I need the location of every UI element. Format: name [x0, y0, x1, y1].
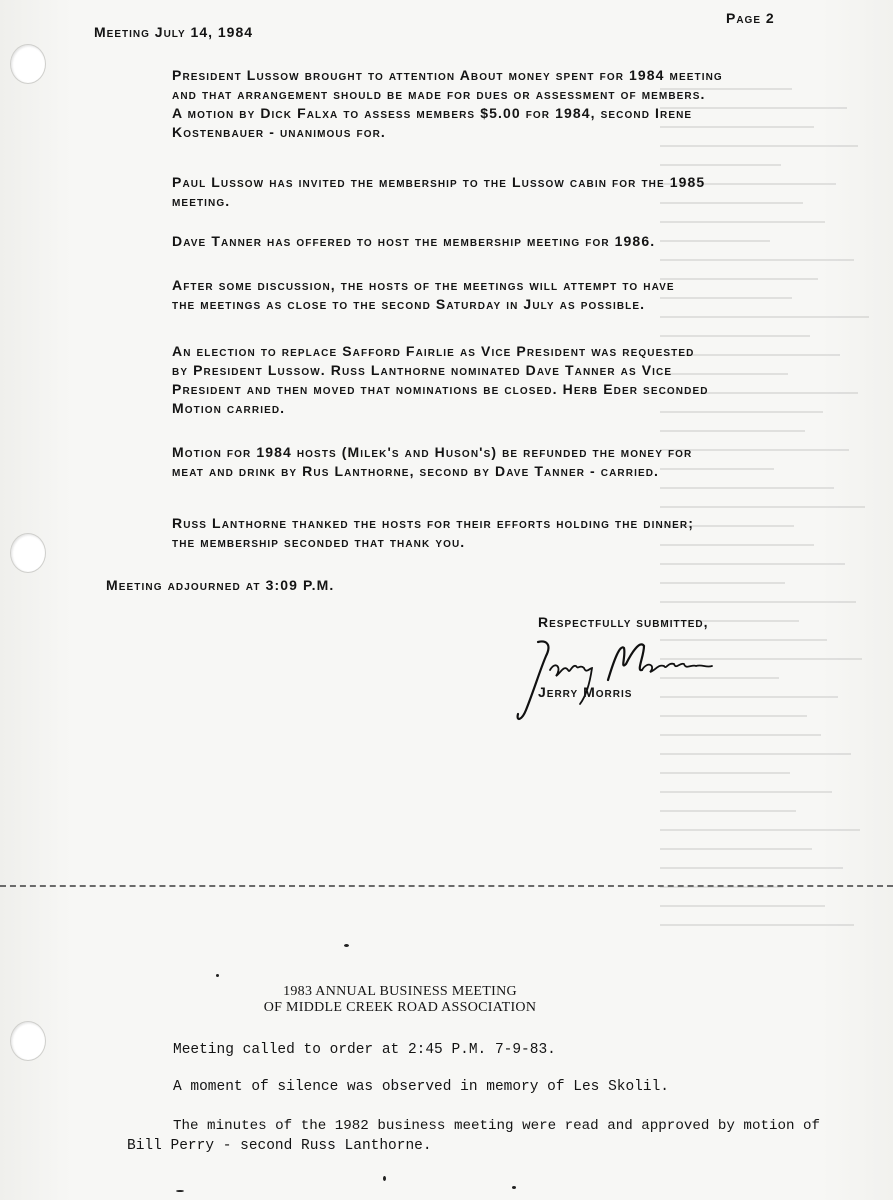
punch-hole-bottom	[10, 1021, 46, 1061]
text-line: President Lussow brought to attention About money spent for 1984 meeting	[172, 67, 723, 83]
text-line: Russ Lanthorne thanked the hosts for their efforts holding the dinner;	[172, 515, 694, 531]
ink-speck	[383, 1176, 386, 1181]
minutes-1983-title-line1: 1983 ANNUAL BUSINESS MEETING	[283, 984, 517, 999]
paragraph-assessment	[172, 66, 822, 142]
paragraph-1985-host	[172, 173, 822, 211]
text-line: Motion for 1984 hosts (Milek's and Huson's) be refunded the money for	[172, 444, 693, 460]
ink-speck	[216, 974, 219, 977]
paragraph-1986-host	[172, 232, 822, 251]
bleed-through-texture	[660, 88, 880, 918]
text-line: the meetings as close to the second Saturday in July as possible.	[172, 296, 646, 312]
text-line: An election to replace Safford Fairlie as Vice President was requested	[172, 343, 695, 359]
text-line: President and then moved that nominations be closed. Herb Eder seconded	[172, 381, 709, 397]
minutes-approval-line: The minutes of the 1982 business meeting were read and approved by motion of	[173, 1118, 821, 1134]
meeting-date-header: Meeting July 14, 1984	[94, 24, 254, 40]
signature-block	[538, 614, 798, 714]
handwritten-signature-icon	[516, 630, 726, 730]
text-line: the membership seconded that thank you.	[172, 534, 466, 550]
text-line: meat and drink by Rus Lanthorne, second by Dave Tanner - carried.	[172, 463, 660, 479]
ink-speck	[344, 944, 349, 947]
page-divider-dashed	[0, 885, 893, 887]
text-line: and that arrangement should be made for dues or assessment of members.	[172, 86, 706, 102]
minutes-approval-line-2: Bill Perry - second Russ Lanthorne.	[127, 1138, 432, 1154]
call-to-order-line: Meeting called to order at 2:45 P.M. 7-9-83.	[173, 1042, 556, 1058]
punch-hole-middle	[10, 533, 46, 573]
text-line: Dave Tanner has offered to host the membership meeting for 1986.	[172, 233, 656, 249]
paragraph-meeting-timing	[172, 276, 822, 314]
paragraph-thanks	[172, 514, 822, 552]
ink-speck	[176, 1190, 184, 1192]
signature-closing: Respectfully submitted,	[538, 614, 709, 630]
adjournment-line: Meeting adjourned at 3:09 P.M.	[106, 577, 335, 593]
text-line: meeting.	[172, 193, 231, 209]
text-line: Kostenbauer - unanimous for.	[172, 124, 386, 140]
text-line: Motion carried.	[172, 400, 286, 416]
signatory-name: Jerry Morris	[538, 684, 633, 700]
moment-of-silence-line: A moment of silence was observed in memory of Les Skolil.	[173, 1079, 669, 1095]
text-line: Paul Lussow has invited the membership to the Lussow cabin for the 1985	[172, 174, 706, 190]
text-line: by President Lussow. Russ Lanthorne nominated Dave Tanner as Vice	[172, 362, 673, 378]
paragraph-host-refund	[172, 443, 822, 481]
paragraph-vp-election	[172, 342, 822, 418]
page-number: Page 2	[726, 10, 775, 26]
text-line: After some discussion, the hosts of the meetings will attempt to have	[172, 277, 675, 293]
minutes-1983-title-line2: OF MIDDLE CREEK ROAD ASSOCIATION	[263, 1000, 537, 1015]
punch-hole-top	[10, 44, 46, 84]
ink-speck	[512, 1186, 516, 1189]
text-line: A motion by Dick Falxa to assess members $5.00 for 1984, second Irene	[172, 105, 693, 121]
